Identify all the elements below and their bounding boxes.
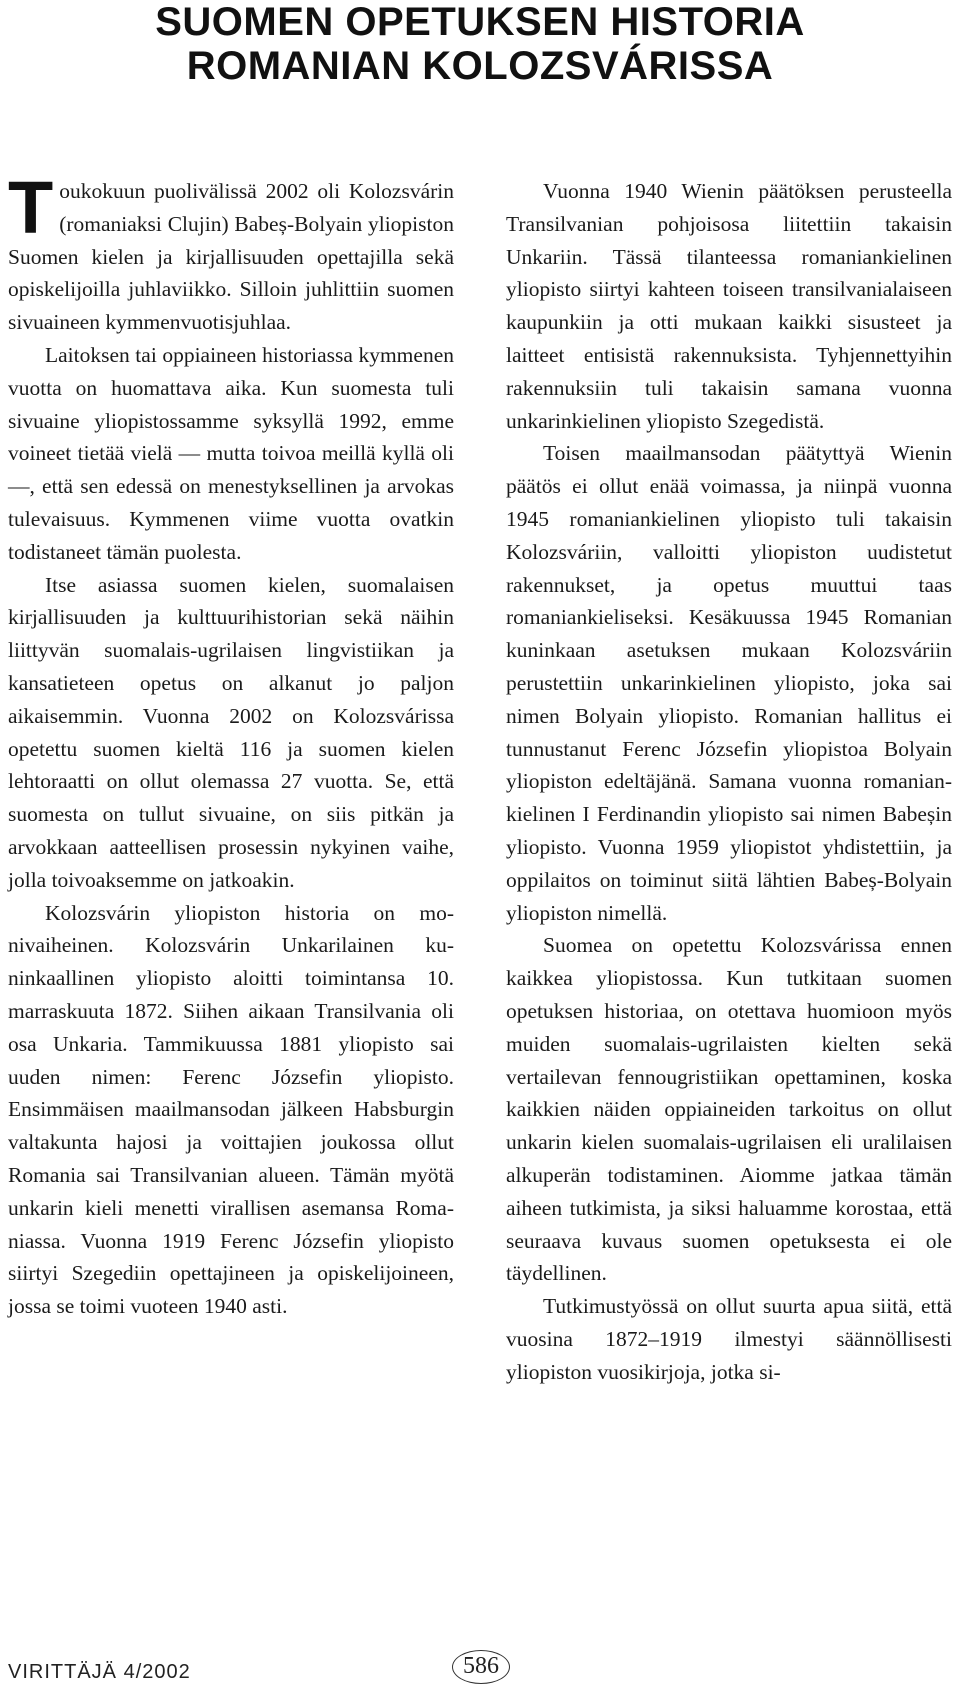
journal-issue: VIRITTÄJÄ 4/2002: [8, 1661, 191, 1683]
paragraph-4: Kolozsvárin yliopiston historia on monivaiheinen. Kolozsvárin Unkarilainen kuninkaallinen yliopisto aloitti toimintansa 10. marraskuuta 1872. Siihen aikaan Transilvania oli osa Unkaria. Tammikuussa 1881 yliopisto sai uuden nimen: Ferenc Józsefin yliopisto. Ensimmäisen maailmansodan jälkeen Habsburgin valtakunta hajosi ja voittajien joukossa ollut Romania sai Transilvanian alueen. Tämän myötä unkarin kieli menetti virallisen asemansa Romaniassa. Vuonna 1919 Ferenc Józsefin yliopisto siirtyi Szegediin opettajineen ja opiskelijoineen, jossa se toimi vuoteen 1940 asti.: [8, 900, 454, 1319]
paragraph-1: [8, 166, 454, 339]
paragraph-5: Vuonna 1940 Wienin päätöksen perusteella Transilvanian pohjoisosa liitettiin takaisin Unkariin. Tässä tilanteessa romaniankielinen yliopisto siirtyi kahteen toiseen transilvanialaiseen kaupunkiin ja otti mukaan kaikki sisusteet ja laitteet entisistä rakennuksista. Tyhjennettyihin rakennuksiin tuli takaisin samana vuonna unkarinkielinen yliopisto Szegedistä.: [506, 179, 952, 433]
paragraph-6: Toisen maailmansodan päätyttyä Wienin päätös ei ollut enää voimassa, ja niinpä vuonna 1945 romaniankielinen yliopisto tuli takaisin Kolozsváriin, valloitti yliopiston uudistetut rakennukset, ja opetus muuttui taas romaniankieliseksi. Kesäkuussa 1945 Romanian kuninkaan asetuksen mukaan Kolozsváriin perustettiin unkarinkielinen yliopisto, joka sai nimen Bolyain yliopisto. Romanian hallitus ei tunnustanut Ferenc Józsefin yliopistoa Bolyain yliopiston edeltäjänä. Samana vuonna romaniankielinen I Ferdinandin yliopisto sai nimen Babeșin yliopisto. Vuonna 1959 yliopistot yhdistettiin, ja oppilaitos on toiminut siitä lähtien Babeș-Bolyain yliopiston nimellä.: [506, 441, 952, 925]
article-title: [0, 0, 960, 88]
paragraph-7: Suomea on opetettu Kolozsvárissa ennen kaikkea yliopistossa. Kun tutkitaan suomen opetuksen historiaa, on otettava huomioon myös muiden suomalais-ugrilaisten kielten sekä vertailevan fennougristiikan opettaminen, koska kaikkien näiden oppiaineiden tarkoitus on ollut unkarin kielen suomalais-ugrilaisen eli uralilaisen alkuperän todistaminen. Aiomme jatkaa tämän aiheen tutkimista, ja siksi haluamme korostaa, että seuraava kuvaus suomen opetuksesta ei ole täydellinen.: [506, 933, 952, 1286]
paragraph-2: Laitoksen tai oppiaineen historiassa kymmenen vuotta on huomattava aika. Kun suomesta tuli sivuaine yliopistossamme syksyllä 1992, emme voineet tietää vielä — mutta toivoa meillä kyllä oli —, että sen edessä on menestyksellinen ja arvokas tulevaisuus. Kymmenen viime vuotta ovatkin todistaneet tämän puolesta.: [8, 342, 454, 564]
title-line-1: SUOMEN OPETUKSEN HISTORIA: [155, 0, 805, 44]
left-column: [8, 166, 454, 1323]
right-column: [506, 175, 952, 1388]
page-number: 586: [452, 1650, 510, 1684]
drop-cap: T: [8, 166, 54, 249]
title-line-2: ROMANIAN KOLOZSVÁRISSA: [186, 44, 774, 88]
paragraph-1-text: oukokuun puolivälissä 2002 oli Kolozsvárin (romaniaksi Clujin) Babeș-Bolyain yliopiston Suomen kielen ja kirjallisuuden opettajilla sekä opiskelijoilla juhlaviikko. Silloin juhlittiin suomen sivuaineen kymmenvuotisjuhlaa.: [8, 179, 454, 335]
paragraph-3: Itse asiassa suomen kielen, suomalaisen kirjallisuuden ja kulttuurihistorian sekä näihin liittyvän suomalais-ugrilaisen lingvistiikan ja kansatieteen opetus on alkanut jo paljon aikaisemmin. Vuonna 2002 on Kolozsvárissa opetettu suomen kieltä 116 ja suomen kielen lehtoraatti on ollut olemassa 27 vuotta. Se, että suomesta on tullut sivuaine, on siis pitkän ja arvokkaan aatteellisen prosessin nykyinen vaihe, jolla toivoaksemme on jatkoakin.: [8, 572, 454, 892]
paragraph-8: Tutkimustyössä on ollut suurta apua siitä, että vuosina 1872–1919 ilmestyi säännöllisesti yliopiston vuosikirjoja, jotka si-: [506, 1294, 952, 1384]
